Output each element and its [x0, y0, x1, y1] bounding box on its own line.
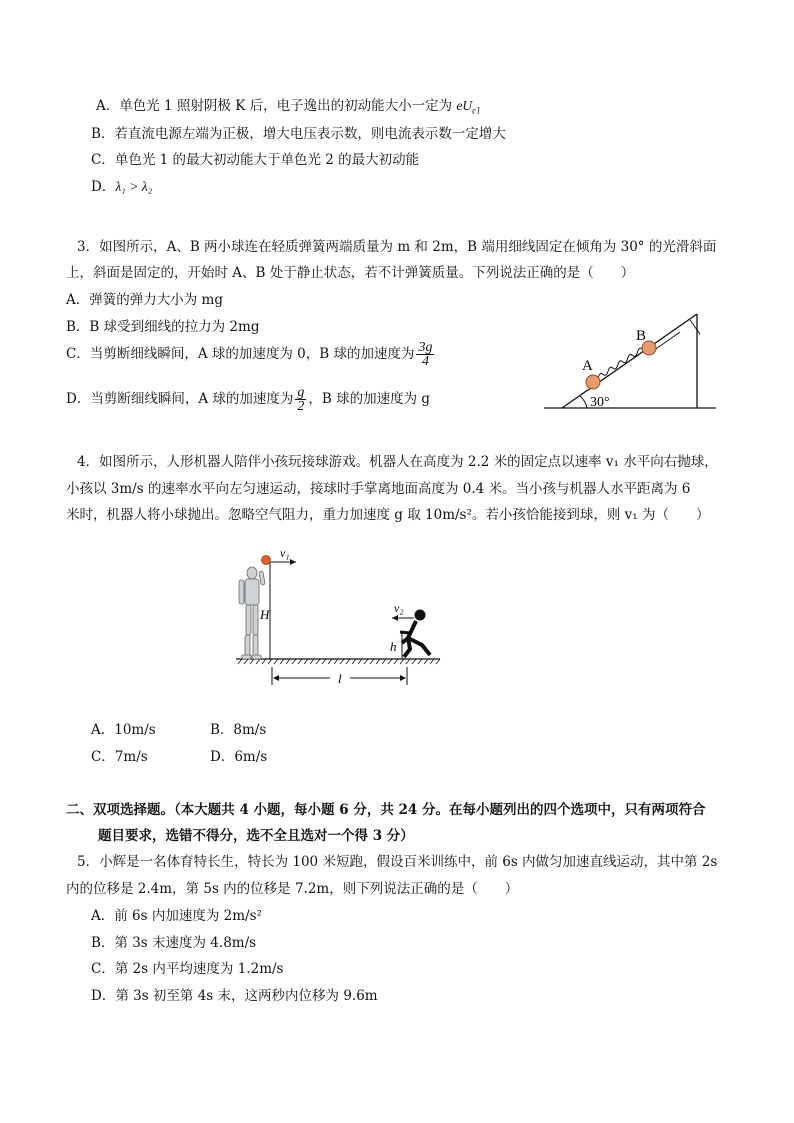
- q4-stem-line1: 4．如图所示，人形机器人陪伴小孩玩接球游戏。机器人在高度为 2.2 米的固定点以速率 v₁ 水平向右抛球，: [77, 454, 718, 470]
- q2-option-a-text: A．单色光 1 照射阴极 K 后，电子逸出的初动能大小一定为: [96, 98, 457, 114]
- q3-option-d: [66, 386, 430, 413]
- q3-option-d-den: 2: [297, 399, 305, 414]
- ball-a-label: A: [582, 358, 593, 374]
- v1-arrowhead: [290, 559, 296, 565]
- section-2-heading-line2: 题目要求，选错不得分，选不全且选对一个得 3 分）: [98, 828, 414, 844]
- ground-hatch: [238, 659, 440, 664]
- h-label: h: [390, 639, 397, 654]
- q4-option-d: D．6m/s: [210, 749, 268, 765]
- q3-option-c-text: C．当剪断细线瞬间，A 球的加速度为 0，B 球的加速度为: [66, 346, 415, 362]
- q5-option-d: D．第 3s 初至第 4s 末，这两秒内位移为 9.6m: [91, 988, 378, 1004]
- ball-a: [586, 375, 600, 389]
- q5-stem-line2: 内的位移是 2.4m，第 5s 内的位移是 7.2m，则下列说法正确的是（ ）: [66, 881, 519, 897]
- q3-option-c-fraction: [416, 341, 434, 368]
- q2-option-b: B．若直流电源左端为正极，增大电压表示数，则电流表示数一定增大: [91, 126, 506, 142]
- q3-option-b: B．B 球受到细线的拉力为 2mg: [66, 319, 260, 335]
- q2-option-c: C．单色光 1 的最大初动能大于单色光 2 的最大初动能: [91, 152, 420, 168]
- q2-option-a: [96, 96, 481, 121]
- q3-stem-line2: 上，斜面是固定的，开始时 A、B 处于静止状态，若不计弹簧质量。下列说法正确的是（ ）: [66, 265, 635, 281]
- q5-option-a: A．前 6s 内加速度为 2m/s²: [91, 908, 262, 924]
- section-2-heading-line1: 二、双项选择题。（本大题共 4 小题，每小题 6 分，共 24 分。在每小题列出的四个选项中，只有两项符合: [66, 802, 706, 818]
- q2-option-d-label: D．: [91, 179, 116, 195]
- q3-option-c-den: 4: [421, 354, 429, 369]
- q3-option-d-post: ，B 球的加速度为 g: [308, 391, 431, 407]
- l-arrowhead-left: [273, 675, 279, 681]
- l-arrowhead-right: [400, 675, 406, 681]
- q4-option-b: B．8m/s: [210, 722, 267, 738]
- ball-icon: [262, 556, 271, 565]
- q3-option-c: [66, 341, 436, 368]
- q2-option-a-math: eU: [456, 98, 473, 113]
- q5-option-b: B．第 3s 末速度为 4.8m/s: [91, 935, 257, 951]
- l-label: l: [338, 671, 342, 686]
- angle-arc: [580, 396, 587, 408]
- incline-top-edge: [690, 320, 700, 334]
- q2-option-d-math: λ₁ > λ₂: [115, 179, 153, 194]
- q3-option-d-num: g: [297, 385, 305, 400]
- q4-stem-line3: 米时，机器人将小球抛出。忽略空气阻力，重力加速度 g 取 10m/s²。若小孩恰能接到球，则 v₁ 为（ ）: [66, 507, 710, 523]
- v2-label: v₂: [394, 601, 404, 615]
- q4-option-a: A．10m/s: [91, 722, 156, 738]
- q3-option-a: A．弹簧的弹力大小为 mg: [66, 292, 223, 308]
- q4-robot-figure: [230, 545, 450, 690]
- H-label: H: [260, 607, 270, 622]
- q2-option-d: [91, 177, 152, 197]
- child-icon: [400, 610, 430, 657]
- q3-stem-line1: 3．如图所示，A、B 两小球连在轻质弹簧两端质量为 m 和 2m，B 端用细线固定在倾角为 30° 的光滑斜面: [77, 239, 717, 255]
- v2-arrowhead: [392, 615, 398, 621]
- q5-option-c: C．第 2s 内平均速度为 1.2m/s: [91, 961, 284, 977]
- spring: [597, 346, 648, 378]
- q2-option-a-sub: c1: [472, 105, 481, 116]
- q3-option-c-num: 3g: [418, 340, 433, 355]
- q4-option-c: C．7m/s: [91, 749, 148, 765]
- q3-option-d-fraction: [295, 386, 306, 413]
- ball-b-label: B: [636, 328, 647, 344]
- q3-incline-figure: [540, 310, 720, 416]
- q3-option-d-text: D．当剪断细线瞬间，A 球的加速度为: [66, 391, 294, 407]
- angle-label: 30°: [590, 395, 610, 410]
- q4-stem-line2: 小孩以 3m/s 的速率水平向左匀速运动，接球时手掌离地面高度为 0.4 米。当小孩与机器人水平距离为 6: [66, 481, 691, 497]
- q5-stem-line1: 5．小辉是一名体育特长生，特长为 100 米短跑，假设百米训练中，前 6s 内做匀加速直线运动，其中第 2s: [77, 854, 718, 870]
- v1-label: v₁: [280, 546, 290, 560]
